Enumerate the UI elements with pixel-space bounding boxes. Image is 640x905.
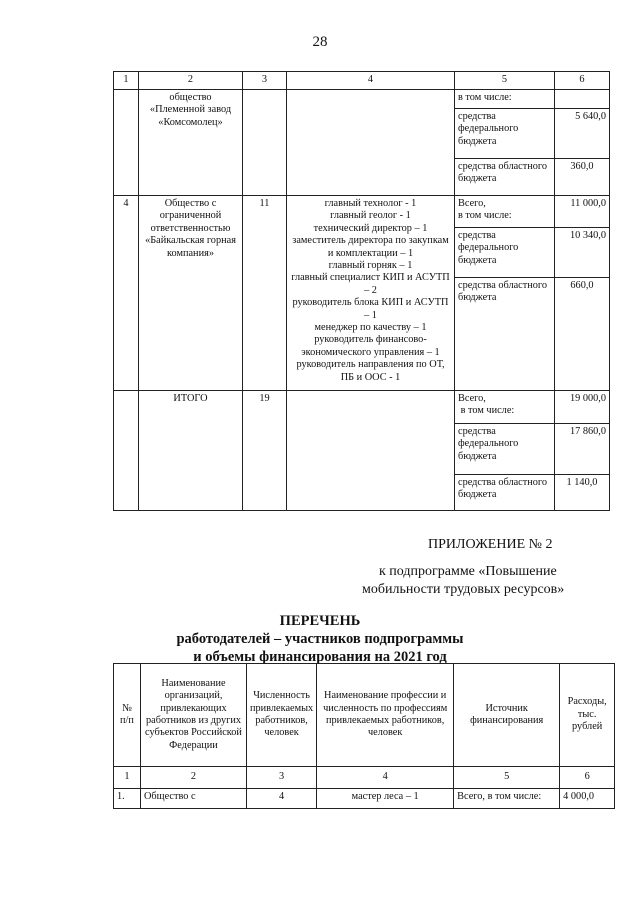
amount-cell: 5 640,0 bbox=[555, 109, 610, 159]
org-name-cell: Общество с bbox=[141, 789, 247, 809]
amount-cell: 660,0 bbox=[555, 278, 610, 391]
professions-cell bbox=[287, 90, 455, 196]
appendix-line: к подпрограмме «Повышение bbox=[379, 564, 557, 579]
table-header-row bbox=[114, 72, 610, 90]
table-row bbox=[114, 90, 610, 109]
source-cell: средства областного бюджета bbox=[455, 278, 555, 391]
amount-cell: 360,0 bbox=[555, 159, 610, 196]
source-cell: средства федерального бюджета bbox=[455, 109, 555, 159]
professions-cell: мастер леса – 1 bbox=[317, 789, 454, 809]
header-cell: 5 bbox=[455, 72, 555, 90]
source-cell: в том числе: bbox=[455, 90, 555, 109]
employers-table bbox=[113, 663, 615, 809]
table-header-row bbox=[114, 664, 615, 767]
header-cell: 1 bbox=[114, 72, 139, 90]
column-number: 3 bbox=[247, 767, 317, 789]
source-cell: Всего, в том числе: bbox=[454, 789, 560, 809]
source-cell: средства областного бюджета bbox=[455, 475, 555, 511]
source-cell: Всего, в том числе: bbox=[455, 196, 555, 228]
header-cell: 2 bbox=[139, 72, 243, 90]
row-number-cell bbox=[114, 90, 139, 196]
total-label-cell: ИТОГО bbox=[139, 391, 243, 511]
amount-cell: 4 000,0 bbox=[560, 789, 615, 809]
workers-cell bbox=[243, 90, 287, 196]
column-header: № п/п bbox=[114, 664, 141, 767]
table-row bbox=[114, 391, 610, 424]
row-number-cell: 1. bbox=[114, 789, 141, 809]
header-cell: 4 bbox=[287, 72, 455, 90]
column-number: 5 bbox=[454, 767, 560, 789]
column-header: Численность привлекаемых работников, человек bbox=[247, 664, 317, 767]
professions-cell: главный технолог - 1 главный геолог - 1 технический директор – 1 заместитель директора по закупкам и комплектации – 1 главный горняк – 1 главный специалист КИП и АСУТП – 2 руководитель блока КИП и АСУТП – 1 менеджер по качеству – 1 руководитель финансово-экономического управления – 1 руководитель направления по ОТ, ПБ и ООС - 1 bbox=[287, 196, 455, 391]
row-number-cell bbox=[114, 391, 139, 511]
header-cell: 3 bbox=[243, 72, 287, 90]
org-name-cell: общество «Племенной завод «Комсомолец» bbox=[139, 90, 243, 196]
column-header: Источник финансирования bbox=[454, 664, 560, 767]
column-number: 2 bbox=[141, 767, 247, 789]
document-subheading: работодателей – участников подпрограммы bbox=[176, 631, 464, 647]
amount-cell: 19 000,0 bbox=[555, 391, 610, 424]
org-name-cell: Общество с ограниченной ответственностью «Байкальская горная компания» bbox=[139, 196, 243, 391]
source-cell: Всего, в том числе: bbox=[455, 391, 555, 424]
appendix-title: ПРИЛОЖЕНИЕ № 2 bbox=[428, 537, 553, 552]
source-cell: средства федерального бюджета bbox=[455, 228, 555, 278]
financing-table-continued bbox=[113, 71, 610, 511]
amount-cell: 1 140,0 bbox=[555, 475, 610, 511]
table-row bbox=[114, 196, 610, 228]
row-number-cell: 4 bbox=[114, 196, 139, 391]
appendix-line: мобильности трудовых ресурсов» bbox=[362, 582, 565, 597]
workers-cell: 4 bbox=[247, 789, 317, 809]
amount-cell bbox=[555, 90, 610, 109]
column-number: 1 bbox=[114, 767, 141, 789]
source-cell: средства федерального бюджета bbox=[455, 424, 555, 475]
workers-cell: 19 bbox=[243, 391, 287, 511]
source-cell: средства областного бюджета bbox=[455, 159, 555, 196]
column-header: Наименование профессии и численность по профессиям привлекаемых работников, человек bbox=[317, 664, 454, 767]
amount-cell: 17 860,0 bbox=[555, 424, 610, 475]
document-heading: ПЕРЕЧЕНЬ bbox=[279, 613, 361, 629]
amount-cell: 11 000,0 bbox=[555, 196, 610, 228]
column-header: Расходы, тыс. рублей bbox=[560, 664, 615, 767]
document-subheading: и объемы финансирования на 2021 год bbox=[193, 649, 447, 665]
page-number: 28 bbox=[312, 34, 328, 50]
column-header: Наименование организаций, привлекающих работников из других субъектов Российской Федерации bbox=[141, 664, 247, 767]
column-number: 6 bbox=[560, 767, 615, 789]
workers-cell: 11 bbox=[243, 196, 287, 391]
amount-cell: 10 340,0 bbox=[555, 228, 610, 278]
column-number-row bbox=[114, 767, 615, 789]
professions-cell bbox=[287, 391, 455, 511]
table-row bbox=[114, 789, 615, 809]
column-number: 4 bbox=[317, 767, 454, 789]
header-cell: 6 bbox=[555, 72, 610, 90]
